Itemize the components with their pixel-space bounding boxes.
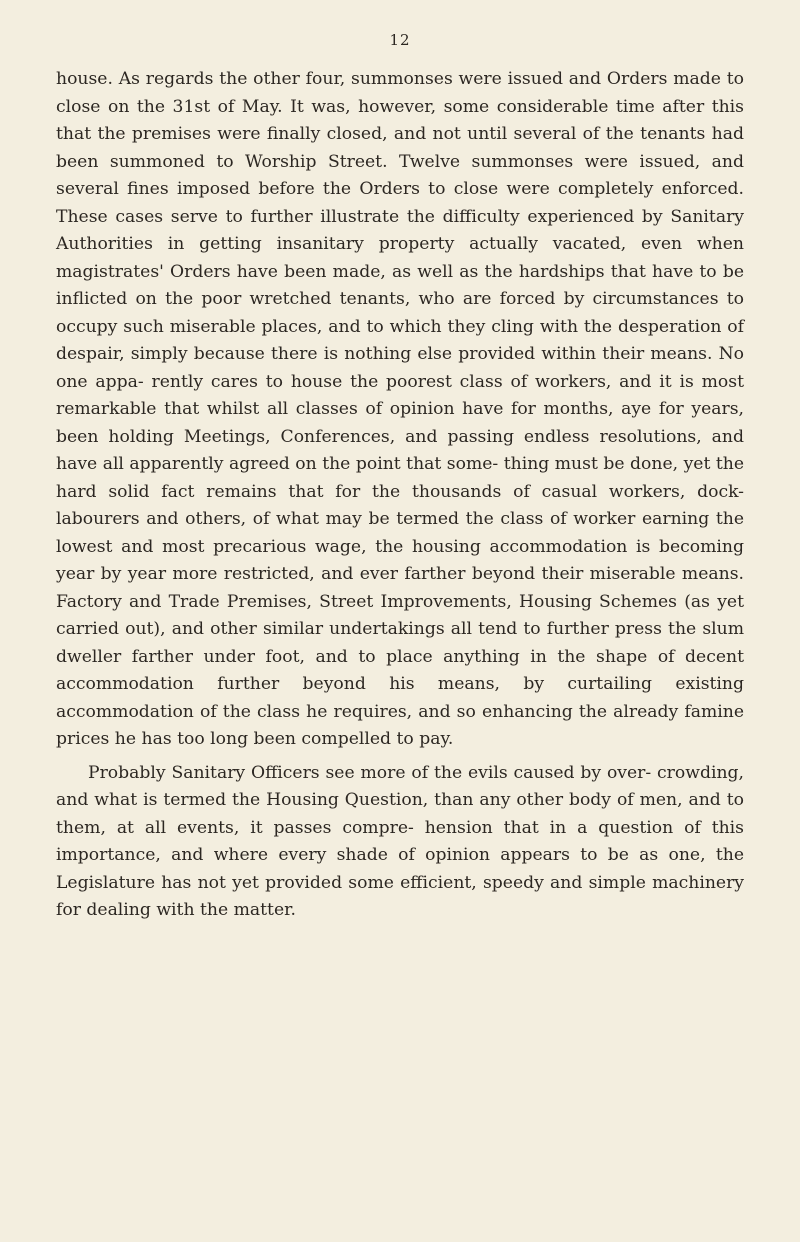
- paragraph-2: Probably Sanitary Officers see more of the evils caused by over- crowding, and what is termed the Housing Question, than any other body of men, and to them, at all events, it passes compre- hension that in a question of this importance, and where every shade of opinion appears to be as one, the Legislature has not yet provided some efficient, speedy and simple machinery for dealing with the matter.: [56, 762, 744, 920]
- page-number: 12: [389, 31, 411, 49]
- body-text: [56, 66, 744, 925]
- paragraph-1: house. As regards the other four, summonses were issued and Orders made to close on the 31st of May. It was, however, some considerable time after this that the premises were finally closed, and not until several of the tenants had been summoned to Worship Street. Twelve summonses were issued, and several fines imposed before the Orders to close were completely enforced. These cases serve to further illustrate the difficulty experienced by Sanitary Authorities in getting insanitary property actually vacated, even when magistrates' Orders have been made, as well as the hardships that have to be inflicted on the poor wretched tenants, who are forced by circumstances to occupy such miserable places, and to which they cling with the desperation of despair, simply because there is nothing else provided within their means. No one appa- rently cares to house the poorest class of workers, and it is most remarkable that whilst all classes of opinion have for months, aye for years, been holding Meetings, Conferences, and passing endless resolutions, and have all apparently agreed on the point that some- thing must be done, yet the hard solid fact remains that for the thousands of casual workers, dock-labourers and others, of what may be termed the class of worker earning the lowest and most precarious wage, the housing accommodation is becoming year by year more restricted, and ever farther beyond their miserable means. Factory and Trade Premises, Street Improvements, Housing Schemes (as yet carried out), and other similar undertakings all tend to further press the slum dweller farther under foot, and to place anything in the shape of decent accommodation further beyond his means, by curtailing existing accommodation of the class he requires, and so enhancing the already famine prices he has too long been compelled to pay.: [56, 69, 744, 749]
